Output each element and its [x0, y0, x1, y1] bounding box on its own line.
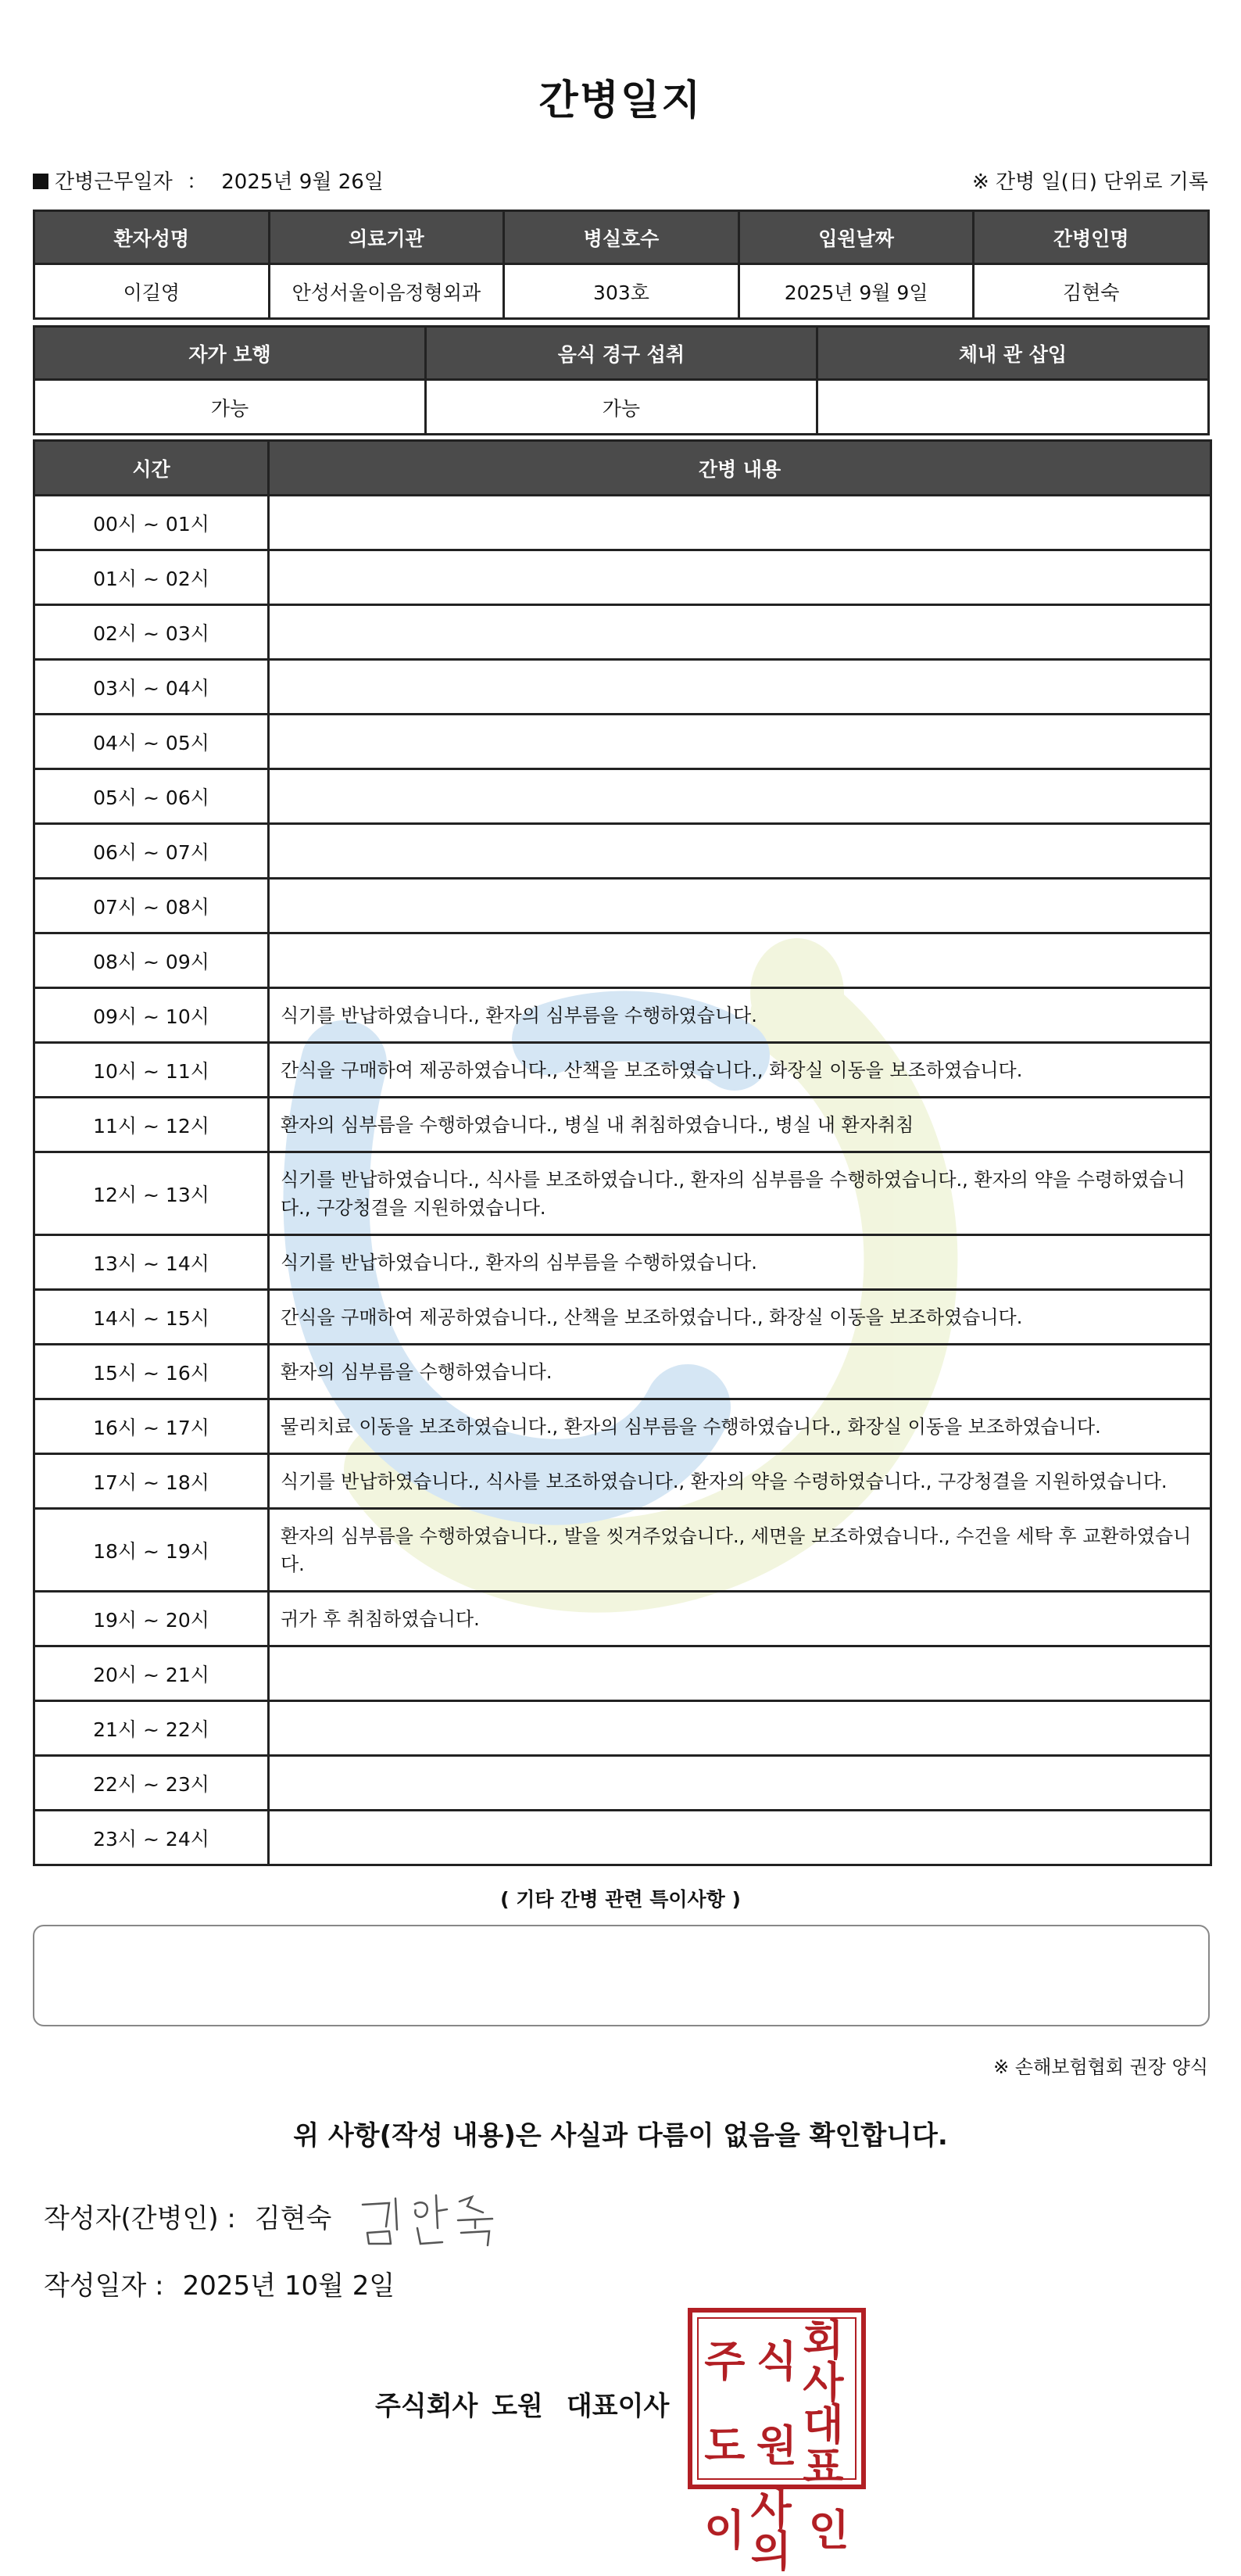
- writer-label: 작성자(간병인) :: [44, 2203, 236, 2234]
- note-cell: 식기를 반납하였습니다., 식사를 보조하였습니다., 환자의 심부름을 수행하였습니다., 환자의 약을 수령하였습니다., 구강청결을 지원하였습니다.: [269, 1152, 1211, 1235]
- table-row: [34, 1290, 1211, 1345]
- document-title: 간병일지: [538, 77, 703, 124]
- time-cell: 03시 ~ 04시: [34, 660, 269, 715]
- caregiver-name-value: 김현숙: [974, 264, 1209, 319]
- table-row: [34, 1701, 1211, 1756]
- note-cell: 귀가 후 취침하였습니다.: [269, 1592, 1211, 1646]
- care-log-table: [33, 439, 1212, 1866]
- written-date-label: 작성일자 :: [44, 2270, 164, 2302]
- table-row: [34, 550, 1211, 605]
- seal-char: 이: [704, 2505, 746, 2555]
- table-row: [34, 1592, 1211, 1646]
- header-tube-insertion: 체내 관 삽입: [817, 327, 1208, 380]
- table-row: [34, 1235, 1211, 1290]
- table-row: [34, 1043, 1211, 1098]
- note-cell: 간식을 구매하여 제공하였습니다., 산책을 보조하였습니다., 화장실 이동을 보조하였습니다.: [269, 1043, 1211, 1098]
- work-date-separator: ：: [186, 170, 207, 194]
- time-cell: 14시 ~ 15시: [34, 1290, 269, 1345]
- self-walking-value: 가능: [34, 380, 426, 435]
- written-date-value: 2025년 10월 2일: [182, 2270, 395, 2302]
- note-cell: 식기를 반납하였습니다., 환자의 심부름을 수행하였습니다.: [269, 1235, 1211, 1290]
- table-row: [34, 988, 1211, 1043]
- patient-ability-table: [33, 325, 1210, 435]
- special-notes-label: ( 기타 간병 관련 특이사항 ): [500, 1888, 741, 1911]
- table-row: [34, 715, 1211, 769]
- time-cell: 10시 ~ 11시: [34, 1043, 269, 1098]
- square-bullet-icon: [33, 174, 48, 189]
- handwritten-signature-icon: [358, 2181, 499, 2252]
- table-row: [34, 1646, 1211, 1701]
- work-date-label: 간병근무일자: [55, 170, 173, 194]
- header-self-walking: 자가 보행: [34, 327, 426, 380]
- header-room-number: 병실호수: [504, 211, 739, 264]
- seal-grid: [697, 2315, 857, 2576]
- table-row: [34, 1811, 1211, 1865]
- time-cell: 18시 ~ 19시: [34, 1509, 269, 1592]
- table-row: [34, 1454, 1211, 1509]
- time-cell: 00시 ~ 01시: [34, 496, 269, 550]
- note-cell: 식기를 반납하였습니다., 식사를 보조하였습니다., 환자의 약을 수령하였습니다., 구강청결을 지원하였습니다.: [269, 1454, 1211, 1509]
- time-cell: 11시 ~ 12시: [34, 1098, 269, 1152]
- table-row: [34, 1399, 1211, 1454]
- table-row: [34, 1756, 1211, 1811]
- note-cell: 환자의 심부름을 수행하였습니다., 발을 씻겨주었습니다., 세면을 보조하였습니다., 수건을 세탁 후 교환하였습니다.: [269, 1509, 1211, 1592]
- unit-note: ※ 간병 일(日) 단위로 기록: [971, 170, 1208, 194]
- seal-char: 식: [756, 2336, 798, 2386]
- time-cell: 16시 ~ 17시: [34, 1399, 269, 1454]
- table-row: [34, 769, 1211, 824]
- patient-info-table: [33, 210, 1210, 320]
- table-row: [34, 1509, 1211, 1592]
- seal-char: 주: [704, 2336, 746, 2386]
- table-row: [34, 1152, 1211, 1235]
- recommend-note: ※ 손해보험협회 권장 양식: [993, 2056, 1208, 2078]
- table-row: [34, 879, 1211, 933]
- note-cell: [269, 1811, 1211, 1865]
- seal-char: 회사: [803, 2315, 844, 2407]
- time-cell: 06시 ~ 07시: [34, 824, 269, 879]
- note-cell: [269, 605, 1211, 660]
- confirmation-statement: 위 사항(작성 내용)은 사실과 다름이 없음을 확인합니다.: [293, 2120, 948, 2151]
- table-row: [34, 1098, 1211, 1152]
- header-care-content: 간병 내용: [269, 441, 1211, 496]
- time-cell: 01시 ~ 02시: [34, 550, 269, 605]
- table-row: [34, 933, 1211, 988]
- table-row: [34, 496, 1211, 550]
- note-cell: [269, 1756, 1211, 1811]
- note-cell: [269, 879, 1211, 933]
- note-cell: 환자의 심부름을 수행하였습니다., 병실 내 취침하였습니다., 병실 내 환자취침: [269, 1098, 1211, 1152]
- time-cell: 08시 ~ 09시: [34, 933, 269, 988]
- time-cell: 05시 ~ 06시: [34, 769, 269, 824]
- writer-line: [44, 2197, 331, 2235]
- table-row: [34, 605, 1211, 660]
- table-row: [34, 1345, 1211, 1399]
- note-cell: [269, 496, 1211, 550]
- time-cell: 21시 ~ 22시: [34, 1701, 269, 1756]
- work-date-value: 2025년 9월 26일: [221, 170, 384, 194]
- header-caregiver-name: 간병인명: [974, 211, 1209, 264]
- note-cell: 식기를 반납하였습니다., 환자의 심부름을 수행하였습니다.: [269, 988, 1211, 1043]
- time-cell: 15시 ~ 16시: [34, 1345, 269, 1399]
- time-cell: 09시 ~ 10시: [34, 988, 269, 1043]
- company-name: 주식회사 도원: [375, 2391, 543, 2422]
- company-seal-stamp: [688, 2308, 866, 2576]
- note-cell: 환자의 심부름을 수행하였습니다.: [269, 1345, 1211, 1399]
- note-cell: [269, 769, 1211, 824]
- note-cell: [269, 715, 1211, 769]
- time-cell: 22시 ~ 23시: [34, 1756, 269, 1811]
- note-cell: [269, 824, 1211, 879]
- time-cell: 23시 ~ 24시: [34, 1811, 269, 1865]
- note-cell: [269, 1701, 1211, 1756]
- hospital-value: 안성서울이음정형외과: [269, 264, 504, 319]
- time-cell: 02시 ~ 03시: [34, 605, 269, 660]
- time-cell: 19시 ~ 20시: [34, 1592, 269, 1646]
- header-hospital: 의료기관: [269, 211, 504, 264]
- header-admission-date: 입원날짜: [739, 211, 974, 264]
- time-cell: 17시 ~ 18시: [34, 1454, 269, 1509]
- admission-date-value: 2025년 9월 9일: [739, 264, 974, 319]
- time-cell: 20시 ~ 21시: [34, 1646, 269, 1701]
- special-notes-box: [33, 1925, 1210, 2026]
- company-representative: 대표이사: [566, 2391, 670, 2422]
- note-cell: [269, 550, 1211, 605]
- work-date-line: [33, 166, 384, 195]
- note-cell: [269, 933, 1211, 988]
- company-line: [375, 2384, 669, 2423]
- seal-char: 사의: [750, 2484, 792, 2576]
- header-oral-intake: 음식 경구 섭취: [425, 327, 817, 380]
- header-time: 시간: [34, 441, 269, 496]
- time-cell: 07시 ~ 08시: [34, 879, 269, 933]
- note-cell: [269, 1646, 1211, 1701]
- seal-char: 원: [756, 2420, 798, 2470]
- room-number-value: 303호: [504, 264, 739, 319]
- note-cell: 물리치료 이동을 보조하였습니다., 환자의 심부름을 수행하였습니다., 화장실 이동을 보조하였습니다.: [269, 1399, 1211, 1454]
- time-cell: 13시 ~ 14시: [34, 1235, 269, 1290]
- note-cell: 간식을 구매하여 제공하였습니다., 산책을 보조하였습니다., 화장실 이동을 보조하였습니다.: [269, 1290, 1211, 1345]
- oral-intake-value: 가능: [425, 380, 817, 435]
- written-date-line: [44, 2264, 395, 2302]
- time-cell: 04시 ~ 05시: [34, 715, 269, 769]
- header-patient-name: 환자성명: [34, 211, 270, 264]
- tube-insertion-value: [817, 380, 1208, 435]
- patient-name-value: 이길영: [34, 264, 270, 319]
- note-cell: [269, 660, 1211, 715]
- table-row: [34, 824, 1211, 879]
- writer-name: 김현숙: [254, 2203, 332, 2234]
- seal-char: 도: [704, 2420, 746, 2470]
- seal-char: 대표: [803, 2399, 844, 2492]
- time-cell: 12시 ~ 13시: [34, 1152, 269, 1235]
- table-row: [34, 660, 1211, 715]
- seal-char: 인: [808, 2505, 849, 2555]
